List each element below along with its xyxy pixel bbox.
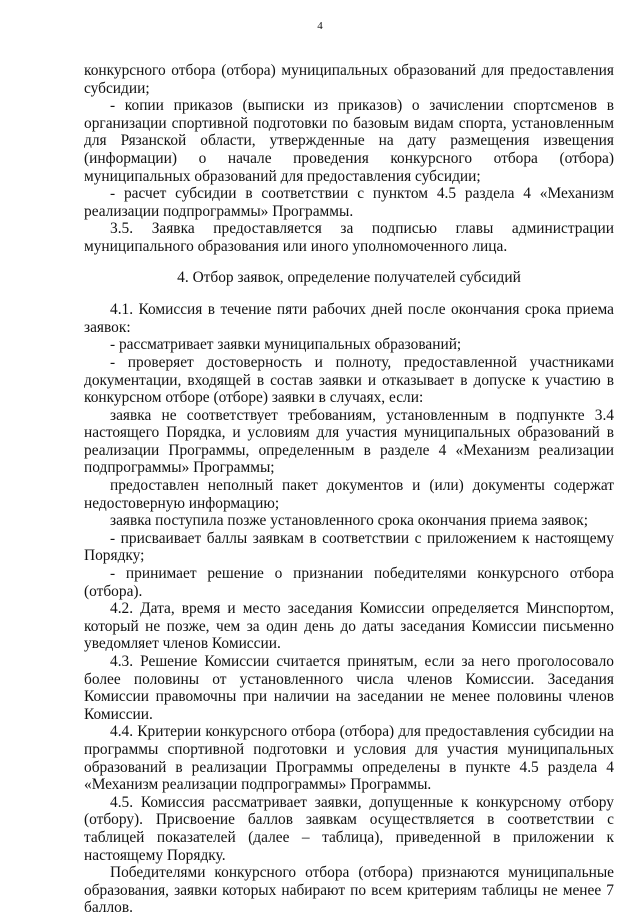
paragraph: 4.4. Критерии конкурсного отбора (отбора) для предоставления субсидии на программы спортивной подготовки и условия для участия муниципальных образований в реализации Программы определены в пункте 4.5 раздела 4 «Механизм реализации подпрограммы» Программы. [84,723,614,794]
paragraph: - присваивает баллы заявкам в соответствии с приложением к настоящему Порядку; [84,529,614,565]
section-heading: 4. Отбор заявок, определение получателей субсидий [177,268,521,286]
paragraph: - проверяет достоверность и полноту, предоставленной участниками документации, входящей в состав заявки и отказывает в допуске к участию в конкурсном отборе (отборе) заявки в случаях, если: [84,353,614,407]
paragraph: - расчет субсидии в соответствии с пунктом 4.5 раздела 4 «Механизм реализации подпрограммы» Программы. [84,185,614,220]
paragraph: 3.5. Заявка предоставляется за подписью главы администрации муниципального образования или иного уполномоченного лица. [84,220,614,255]
paragraph: Победителями конкурсного отбора (отбора) признаются муниципальные образования, заявки которых набирают по всем критериям таблицы не менее 7 баллов. [84,864,614,917]
paragraph: 4.2. Дата, время и место заседания Комиссии определяется Минспортом, который не позже, чем за один день до даты заседания Комиссии письменно уведомляет членов Комиссии. [84,600,614,653]
paragraph: 4.3. Решение Комиссии считается принятым, если за него проголосовало более половины от установленного числа членов Комиссии. Заседания Комиссии правомочны при наличии на заседании не менее половины членов Комиссии. [84,653,614,723]
paragraph: заявка не соответствует требованиям, установленным в подпункте 3.4 настоящего Порядка, и условиям для участия муниципальных образований в реализации Программы, определенным в разделе 4 «Механизм реализации подпрограммы» Программы; [84,406,614,477]
paragraph: - копии приказов (выписки из приказов) о зачислении спортсменов в организации спортивной подготовки по базовым видам спорта, установленным для Рязанской области, утвержденные на дату размещения извещения (информации) о начале проведения конкурсного отбора (отбора) муниципальных образований для предоставления субсидии; [84,97,614,185]
paragraph: конкурсного отбора (отбора) муниципальных образований для предоставления субсидии; [84,62,614,97]
paragraph: заявка поступила позже установленного срока окончания приема заявок; [110,512,588,530]
document-body [84,62,614,917]
paragraph: 4.5. Комиссия рассматривает заявки, допущенные к конкурсному отбору (отбору). Присвоение баллов заявкам осуществляется в соответствии с таблицей показателей (далее – таблица), приведенной в приложении к настоящему Порядку. [84,793,614,864]
page-number: 4 [317,20,323,32]
paragraph: - принимает решение о признании победителями конкурсного отбора (отбора). [84,565,614,600]
paragraph: - рассматривает заявки муниципальных образований; [110,336,462,354]
paragraph: 4.1. Комиссия в течение пяти рабочих дней после окончания срока приема заявок: [84,301,614,336]
paragraph: предоставлен неполный пакет документов и (или) документы содержат недостоверную информацию; [84,477,614,512]
